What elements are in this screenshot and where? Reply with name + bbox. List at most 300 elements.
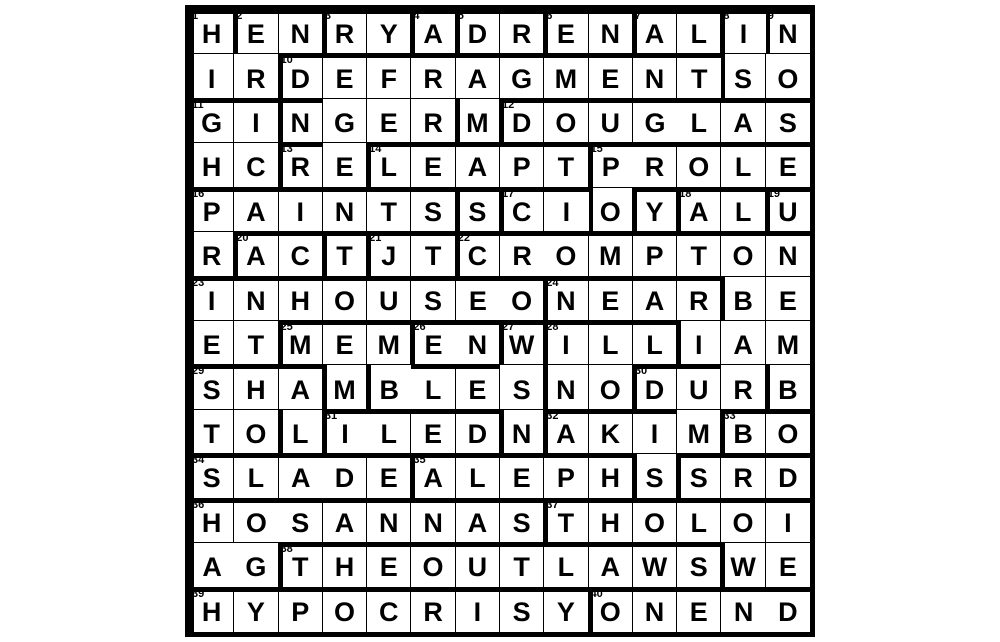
crossword-cell[interactable] [500, 321, 544, 365]
cell-number: 28 [546, 320, 559, 333]
crossword-cell[interactable] [234, 99, 278, 143]
cell-letter: L [690, 19, 708, 50]
crossword-cell[interactable] [234, 232, 278, 276]
cell-number: 13 [280, 143, 293, 156]
crossword-cell[interactable] [766, 188, 810, 232]
crossword-cell[interactable] [323, 54, 367, 98]
crossword-cell[interactable] [677, 10, 721, 54]
crossword-cell[interactable] [677, 410, 721, 454]
cell-letter: A [202, 552, 222, 583]
crossword-cell[interactable] [456, 10, 500, 54]
cell-letter: R [246, 63, 266, 94]
crossword-cell[interactable] [500, 410, 544, 454]
crossword-cell[interactable] [190, 321, 234, 365]
crossword-cell[interactable] [589, 54, 633, 98]
crossword-cell[interactable] [677, 188, 721, 232]
crossword-cell[interactable] [721, 454, 765, 498]
crossword-cell[interactable] [367, 543, 411, 587]
crossword-cell[interactable] [234, 143, 278, 187]
crossword-cell[interactable] [323, 10, 367, 54]
crossword-cell[interactable] [544, 321, 588, 365]
cell-letter: L [424, 374, 442, 405]
cell-letter: S [512, 507, 531, 538]
cell-letter: S [689, 552, 708, 583]
crossword-cell[interactable] [323, 277, 367, 321]
cell-letter: R [334, 19, 355, 50]
crossword-cell[interactable] [456, 454, 500, 498]
cell-letter: H [600, 507, 620, 538]
cell-letter: L [291, 419, 309, 450]
cell-letter: A [689, 196, 709, 227]
crossword-cell[interactable] [766, 143, 810, 187]
crossword-grid[interactable] [190, 10, 810, 632]
cell-letter: L [734, 196, 752, 227]
crossword-cell[interactable] [589, 588, 633, 632]
crossword-cell[interactable] [589, 143, 633, 187]
crossword-cell[interactable] [766, 10, 810, 54]
cell-letter: C [511, 196, 532, 227]
crossword-cell[interactable] [234, 499, 278, 543]
crossword-cell[interactable] [677, 232, 721, 276]
cell-letter: A [423, 19, 443, 50]
crossword-cell[interactable] [721, 232, 765, 276]
crossword-puzzle [185, 5, 815, 637]
cell-letter: O [777, 63, 799, 94]
crossword-cell[interactable] [500, 232, 544, 276]
cell-letter: N [778, 19, 798, 50]
crossword-cell[interactable] [544, 543, 588, 587]
crossword-cell[interactable] [766, 499, 810, 543]
crossword-cell[interactable] [367, 277, 411, 321]
cell-letter: E [778, 285, 797, 316]
crossword-cell[interactable] [190, 188, 234, 232]
crossword-cell[interactable] [544, 143, 588, 187]
crossword-cell[interactable] [500, 277, 544, 321]
crossword-cell[interactable] [456, 588, 500, 632]
crossword-cell[interactable] [234, 188, 278, 232]
cell-number: 40 [590, 587, 603, 600]
crossword-cell[interactable] [544, 188, 588, 232]
crossword-cell[interactable] [633, 321, 677, 365]
cell-letter: N [246, 285, 266, 316]
cell-letter: S [468, 196, 487, 227]
crossword-cell[interactable] [633, 143, 677, 187]
cell-letter: L [690, 108, 708, 139]
crossword-cell[interactable] [500, 454, 544, 498]
crossword-cell[interactable] [456, 99, 500, 143]
crossword-cell[interactable] [589, 321, 633, 365]
crossword-cell[interactable] [633, 54, 677, 98]
crossword-cell[interactable] [500, 543, 544, 587]
crossword-cell[interactable] [234, 588, 278, 632]
cell-letter: P [202, 196, 221, 227]
crossword-cell[interactable] [456, 54, 500, 98]
crossword-cell[interactable] [367, 588, 411, 632]
cell-letter: E [468, 374, 487, 405]
cell-number: 17 [501, 187, 515, 200]
cell-letter: A [644, 285, 665, 316]
crossword-cell[interactable] [456, 188, 500, 232]
cell-letter: N [778, 241, 798, 272]
crossword-cell[interactable] [766, 410, 810, 454]
crossword-cell[interactable] [500, 499, 544, 543]
crossword-cell[interactable] [633, 232, 677, 276]
crossword-cell[interactable] [456, 321, 500, 365]
crossword-cell[interactable] [279, 499, 323, 543]
crossword-cell[interactable] [323, 321, 367, 365]
crossword-cell[interactable] [279, 232, 323, 276]
cell-letter: O [688, 152, 710, 183]
crossword-cell[interactable] [323, 454, 367, 498]
crossword-cell[interactable] [633, 454, 677, 498]
crossword-cell[interactable] [500, 188, 544, 232]
crossword-cell[interactable] [367, 143, 411, 187]
crossword-cell[interactable] [411, 321, 455, 365]
cell-letter: T [557, 152, 575, 183]
cell-letter: I [296, 196, 304, 227]
cell-letter: N [644, 63, 665, 94]
cell-letter: O [555, 108, 577, 139]
crossword-cell[interactable] [766, 277, 810, 321]
crossword-cell[interactable] [367, 10, 411, 54]
crossword-cell[interactable] [544, 99, 588, 143]
crossword-cell[interactable] [544, 54, 588, 98]
crossword-cell[interactable] [411, 99, 455, 143]
crossword-cell[interactable] [633, 543, 677, 587]
crossword-cell[interactable] [589, 543, 633, 587]
crossword-cell[interactable] [589, 454, 633, 498]
crossword-cell[interactable] [766, 232, 810, 276]
cell-letter: B [733, 419, 753, 450]
cell-letter: N [290, 108, 310, 139]
cell-letter: N [511, 419, 532, 450]
cell-number: 27 [501, 320, 515, 333]
cell-letter: A [600, 552, 620, 583]
cell-letter: T [336, 241, 353, 272]
crossword-cell[interactable] [633, 10, 677, 54]
crossword-cell[interactable] [411, 232, 455, 276]
crossword-cell[interactable] [589, 99, 633, 143]
crossword-cell[interactable] [190, 10, 234, 54]
crossword-cell[interactable] [544, 232, 588, 276]
cell-letter: M [776, 330, 800, 361]
crossword-cell[interactable] [677, 365, 721, 409]
crossword-cell[interactable] [544, 454, 588, 498]
crossword-cell[interactable] [766, 99, 810, 143]
cell-letter: G [644, 108, 666, 139]
crossword-cell[interactable] [456, 410, 500, 454]
crossword-cell[interactable] [323, 499, 367, 543]
crossword-cell[interactable] [190, 499, 234, 543]
crossword-cell[interactable] [500, 54, 544, 98]
cell-letter: S [512, 597, 531, 628]
cell-letter: D [644, 374, 665, 405]
crossword-cell[interactable] [279, 365, 323, 409]
crossword-cell[interactable] [589, 277, 633, 321]
cell-letter: E [379, 463, 398, 494]
cell-letter: A [290, 374, 310, 405]
cell-letter: N [556, 374, 576, 405]
cell-letter: I [473, 597, 482, 628]
crossword-cell[interactable] [279, 54, 323, 98]
cell-letter: L [380, 152, 398, 183]
crossword-cell[interactable] [456, 499, 500, 543]
crossword-cell[interactable] [544, 365, 588, 409]
crossword-cell[interactable] [234, 277, 278, 321]
crossword-cell[interactable] [411, 365, 455, 409]
crossword-cell[interactable] [456, 143, 500, 187]
cell-letter: H [334, 552, 355, 583]
crossword-cell[interactable] [589, 188, 633, 232]
cell-number: 30 [634, 365, 648, 378]
crossword-cell[interactable] [633, 99, 677, 143]
crossword-cell[interactable] [367, 232, 411, 276]
cell-letter: I [207, 63, 216, 94]
cell-letter: E [468, 285, 487, 316]
crossword-cell[interactable] [234, 410, 278, 454]
crossword-cell[interactable] [323, 410, 367, 454]
crossword-cell[interactable] [500, 10, 544, 54]
cell-letter: I [207, 285, 216, 316]
crossword-cell[interactable] [721, 499, 765, 543]
cell-number: 31 [324, 409, 338, 422]
crossword-cell[interactable] [190, 143, 234, 187]
crossword-cell[interactable] [323, 365, 367, 409]
crossword-cell[interactable] [721, 143, 765, 187]
crossword-cell[interactable] [500, 588, 544, 632]
crossword-cell[interactable] [190, 54, 234, 98]
cell-letter: N [644, 597, 665, 628]
cell-letter: E [335, 330, 354, 361]
cell-letter: N [556, 285, 576, 316]
cell-number: 26 [413, 320, 426, 333]
crossword-cell[interactable] [190, 543, 234, 587]
crossword-cell[interactable] [721, 277, 765, 321]
crossword-cell[interactable] [721, 99, 765, 143]
crossword-cell[interactable] [721, 365, 765, 409]
crossword-cell[interactable] [279, 588, 323, 632]
cell-letter: Y [379, 19, 398, 50]
crossword-cell[interactable] [279, 143, 323, 187]
crossword-cell[interactable] [323, 188, 367, 232]
cell-letter: H [246, 374, 266, 405]
cell-letter: E [379, 108, 398, 139]
crossword-cell[interactable] [589, 232, 633, 276]
crossword-cell[interactable] [279, 454, 323, 498]
crossword-cell[interactable] [766, 454, 810, 498]
crossword-cell[interactable] [279, 99, 323, 143]
crossword-cell[interactable] [323, 588, 367, 632]
crossword-cell[interactable] [411, 10, 455, 54]
cell-letter: S [689, 463, 708, 494]
cell-letter: E [556, 19, 575, 50]
crossword-cell[interactable] [234, 54, 278, 98]
crossword-cell[interactable] [633, 588, 677, 632]
cell-letter: H [201, 597, 222, 628]
crossword-cell[interactable] [234, 454, 278, 498]
cell-letter: E [246, 19, 265, 50]
crossword-cell[interactable] [721, 10, 765, 54]
crossword-cell[interactable] [721, 54, 765, 98]
crossword-cell[interactable] [766, 543, 810, 587]
cell-number: 10 [280, 54, 293, 67]
cell-letter: G [245, 552, 267, 583]
cell-letter: A [733, 108, 753, 139]
cell-letter: R [423, 597, 443, 628]
cell-letter: A [733, 330, 753, 361]
crossword-cell[interactable] [544, 10, 588, 54]
cell-letter: O [422, 552, 444, 583]
crossword-cell[interactable] [721, 321, 765, 365]
crossword-cell[interactable] [367, 99, 411, 143]
cell-number: 33 [723, 409, 736, 422]
crossword-cell[interactable] [544, 499, 588, 543]
crossword-cell[interactable] [367, 410, 411, 454]
crossword-cell[interactable] [544, 588, 588, 632]
crossword-cell[interactable] [721, 588, 765, 632]
crossword-cell[interactable] [411, 499, 455, 543]
crossword-cell[interactable] [633, 499, 677, 543]
crossword-cell[interactable] [677, 499, 721, 543]
crossword-cell[interactable] [456, 365, 500, 409]
crossword-cell[interactable] [190, 99, 234, 143]
cell-letter: D [290, 63, 310, 94]
crossword-cell[interactable] [411, 543, 455, 587]
cell-number: 9 [767, 10, 774, 22]
crossword-cell[interactable] [411, 188, 455, 232]
crossword-cell[interactable] [279, 410, 323, 454]
crossword-cell[interactable] [677, 54, 721, 98]
cell-letter: Y [246, 597, 265, 628]
cell-letter: H [600, 463, 620, 494]
cell-letter: E [778, 152, 797, 183]
crossword-cell[interactable] [589, 365, 633, 409]
cell-number: 15 [590, 143, 603, 156]
cell-number: 18 [679, 187, 692, 200]
crossword-cell[interactable] [544, 410, 588, 454]
crossword-cell[interactable] [279, 277, 323, 321]
crossword-cell[interactable] [544, 277, 588, 321]
cell-letter: A [467, 152, 488, 183]
crossword-cell[interactable] [677, 277, 721, 321]
crossword-cell[interactable] [677, 99, 721, 143]
cell-letter: R [644, 152, 665, 183]
crossword-cell[interactable] [456, 277, 500, 321]
crossword-cell[interactable] [589, 499, 633, 543]
crossword-cell[interactable] [589, 10, 633, 54]
crossword-cell[interactable] [323, 232, 367, 276]
crossword-cell[interactable] [677, 321, 721, 365]
crossword-cell[interactable] [456, 232, 500, 276]
crossword-cell[interactable] [766, 321, 810, 365]
crossword-cell[interactable] [500, 143, 544, 187]
cell-letter: D [467, 419, 488, 450]
crossword-cell[interactable] [279, 188, 323, 232]
crossword-cell[interactable] [633, 188, 677, 232]
cell-letter: O [599, 196, 621, 227]
cell-letter: M [377, 330, 401, 361]
cell-letter: L [557, 552, 575, 583]
crossword-cell[interactable] [589, 410, 633, 454]
crossword-cell[interactable] [766, 588, 810, 632]
cell-letter: E [379, 552, 398, 583]
crossword-cell[interactable] [411, 143, 455, 187]
cell-letter: L [380, 419, 398, 450]
crossword-cell[interactable] [633, 410, 677, 454]
crossword-cell[interactable] [323, 143, 367, 187]
crossword-cell[interactable] [367, 188, 411, 232]
crossword-cell[interactable] [411, 54, 455, 98]
cell-letter: O [333, 285, 355, 316]
cell-letter: A [334, 507, 355, 538]
crossword-cell[interactable] [677, 143, 721, 187]
crossword-cell[interactable] [411, 410, 455, 454]
crossword-cell[interactable] [367, 499, 411, 543]
crossword-cell[interactable] [766, 365, 810, 409]
cell-number: 5 [457, 10, 464, 22]
crossword-cell[interactable] [411, 588, 455, 632]
crossword-cell[interactable] [190, 454, 234, 498]
crossword-cell[interactable] [367, 54, 411, 98]
cell-letter: W [641, 552, 668, 583]
crossword-cell[interactable] [367, 321, 411, 365]
crossword-cell[interactable] [677, 588, 721, 632]
cell-letter: R [733, 463, 753, 494]
crossword-cell[interactable] [279, 321, 323, 365]
crossword-cell[interactable] [721, 188, 765, 232]
crossword-cell[interactable] [190, 365, 234, 409]
crossword-cell[interactable] [367, 365, 411, 409]
cell-number: 38 [280, 543, 293, 556]
cell-letter: S [512, 374, 531, 405]
crossword-cell[interactable] [500, 99, 544, 143]
crossword-cell[interactable] [456, 543, 500, 587]
crossword-cell[interactable] [633, 277, 677, 321]
crossword-cell[interactable] [500, 365, 544, 409]
cell-letter: N [423, 507, 443, 538]
crossword-cell[interactable] [721, 410, 765, 454]
crossword-cell[interactable] [279, 543, 323, 587]
crossword-cell[interactable] [323, 99, 367, 143]
cell-letter: A [467, 63, 488, 94]
crossword-cell[interactable] [190, 410, 234, 454]
crossword-cell[interactable] [190, 232, 234, 276]
cell-letter: O [555, 241, 577, 272]
crossword-cell[interactable] [323, 543, 367, 587]
crossword-cell[interactable] [234, 321, 278, 365]
crossword-cell[interactable] [677, 454, 721, 498]
cell-letter: P [512, 152, 531, 183]
crossword-cell[interactable] [367, 454, 411, 498]
cell-letter: N [733, 597, 754, 628]
crossword-cell[interactable] [411, 454, 455, 498]
crossword-cell[interactable] [279, 10, 323, 54]
crossword-cell[interactable] [190, 588, 234, 632]
crossword-cell[interactable] [411, 277, 455, 321]
cell-letter: B [733, 285, 753, 316]
crossword-cell[interactable] [633, 365, 677, 409]
cell-letter: E [689, 597, 708, 628]
crossword-cell[interactable] [766, 54, 810, 98]
cell-letter: Y [556, 597, 575, 628]
cell-letter: L [601, 330, 619, 361]
crossword-cell[interactable] [190, 277, 234, 321]
crossword-cell[interactable] [677, 543, 721, 587]
crossword-cell[interactable] [234, 10, 278, 54]
crossword-cell[interactable] [721, 543, 765, 587]
crossword-cell[interactable] [234, 365, 278, 409]
crossword-cell[interactable] [234, 543, 278, 587]
